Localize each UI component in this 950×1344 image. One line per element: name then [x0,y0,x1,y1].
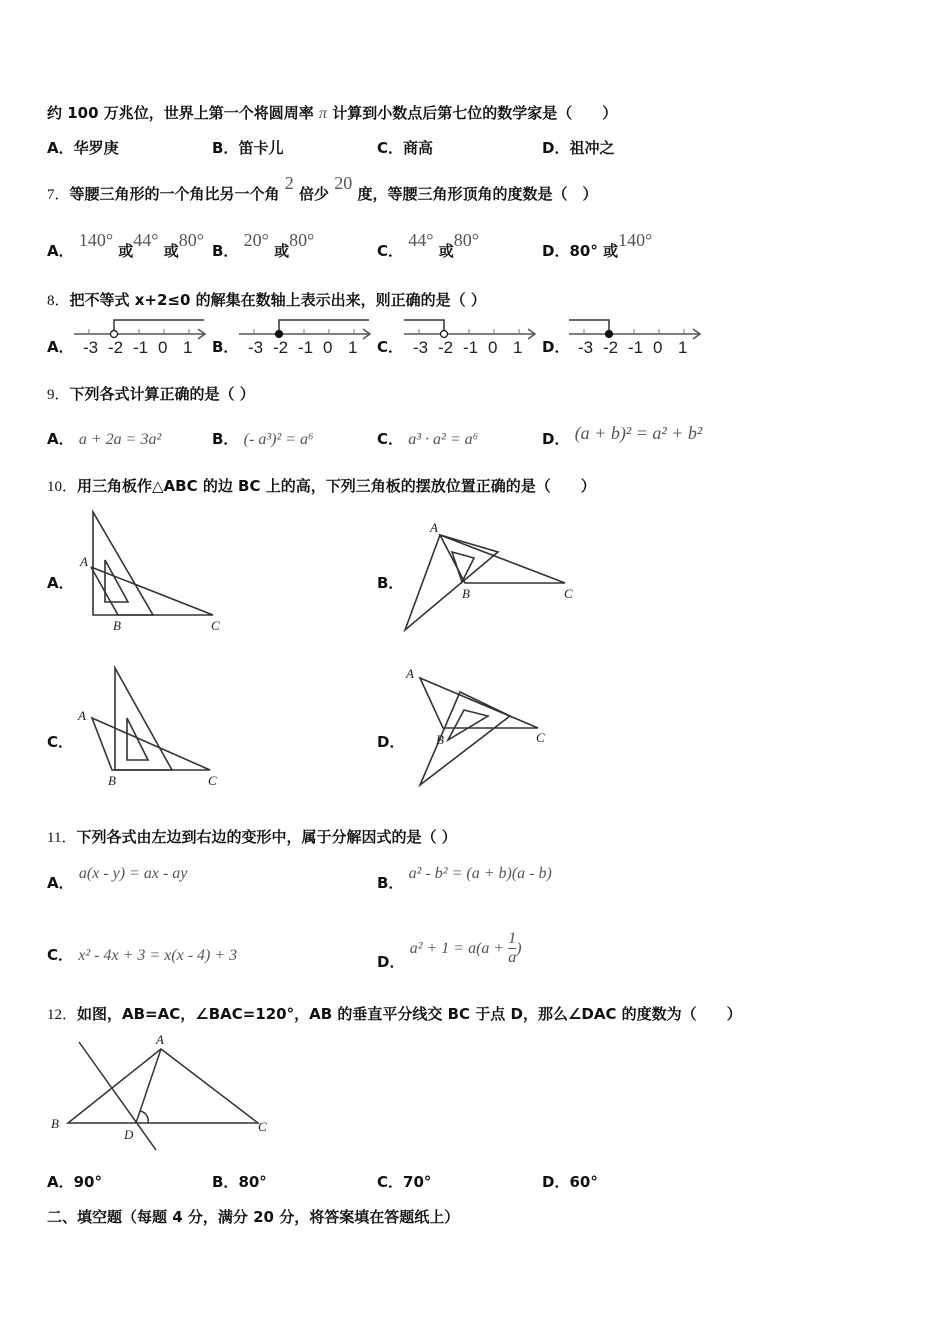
q10-option-d[interactable]: D． [377,733,405,751]
q10-stem: 10．用三角板作△ABC 的边 BC 上的高，下列三角板的摆放位置正确的是（ ） [47,477,596,495]
q7-option-b[interactable]: B． 20° 或80° [212,230,315,260]
q9-option-c[interactable]: C． a³ · a² = a⁶ [377,430,479,448]
option-letter: B． [212,338,239,356]
tick-label: 0 [488,338,498,356]
q7-option-a[interactable]: A． 140° 或44° 或80° [47,230,204,260]
tick-label: -2 [603,338,619,356]
tick-label: -1 [463,338,479,356]
tick-label: -3 [248,338,264,356]
q7-text1: 等腰三角形的一个角比另一个角 [69,185,280,203]
svg-text:B: B [108,773,116,788]
tick-label: -2 [438,338,454,356]
q8-stem: 8．把不等式 x+2≤0 的解集在数轴上表示出来，则正确的是（ ） [47,291,486,309]
q11-option-b[interactable]: B． a² - b² = (a + b)(a - b) [377,865,552,892]
pi-symbol: π [319,105,328,122]
q6-option-c[interactable]: C．商高 [377,139,434,157]
q7-number: 7． [47,187,70,203]
q7-text2: 倍少 [299,185,330,203]
tick-label: 1 [678,338,688,356]
option-letter: C． [377,338,404,356]
tick-label: -3 [578,338,594,356]
q7-value1: 2 [284,173,294,193]
q11-stem: 11．下列各式由左边到右边的变形中，属于分解因式的是（ ） [47,828,457,846]
tick-label: -1 [628,338,644,356]
svg-text:C: C [208,773,217,788]
svg-text:B: B [113,618,121,633]
q9-option-d[interactable]: D． (a + b)² = a² + b² [542,423,703,448]
svg-text:B: B [51,1116,59,1131]
q7-option-c[interactable]: C． 44° 或80° [377,230,479,260]
q11-option-a[interactable]: A． a(x - y) = ax - ay [47,865,188,892]
tick-label: 0 [653,338,663,356]
svg-text:A: A [80,554,88,569]
q10-option-c[interactable]: C． [47,733,74,751]
svg-text:C: C [536,730,545,745]
q9-option-b[interactable]: B． (- a³)² = a⁶ [212,430,314,448]
tick-label: -3 [83,338,99,356]
q10-option-b[interactable]: B． [377,574,404,592]
tick-label: 0 [158,338,168,356]
q12-option-d[interactable]: D．60° [542,1173,598,1191]
tick-label: -1 [133,338,149,356]
tick-label: 1 [183,338,193,356]
q12-option-a[interactable]: A．90° [47,1173,102,1191]
q6-stem-text2: 计算到小数点后第七位的数学家是（ ） [332,104,618,122]
q12-option-c[interactable]: C．70° [377,1173,432,1191]
q6-option-a[interactable]: A．华罗庚 [47,139,119,157]
q12-stem: 12．如图，AB=AC，∠BAC=120°，AB 的垂直平分线交 BC 于点 D，那么∠DAC 的度数为（ ） [47,1005,742,1023]
svg-text:B: B [462,586,470,601]
q7-text3: 度，等腰三角形顶角的度数是（ ） [357,185,598,203]
option-letter: D． [542,338,570,356]
tick-label: -2 [108,338,124,356]
q9-option-a[interactable]: A． a + 2a = 3a² [47,430,162,448]
q11-option-d[interactable]: D． a² + 1 = a(a + $\frac{1}{a}$ ) [377,930,522,971]
section-2-heading: 二、填空题（每题 4 分，满分 20 分，将答案填在答题纸上） [47,1208,460,1226]
q6-stem-text: 约 100 万兆位，世界上第一个将圆周率 [47,104,314,122]
q11-option-c[interactable]: C． x² - 4x + 3 = x(x - 4) + 3 [47,946,238,964]
tick-label: -3 [413,338,429,356]
tick-label: -2 [273,338,289,356]
svg-text:A: A [78,708,86,723]
svg-text:B: B [436,732,444,747]
q12-option-b[interactable]: B．80° [212,1173,267,1191]
svg-text:A: A [430,520,438,535]
svg-text:A: A [406,666,414,681]
svg-text:C: C [258,1119,267,1134]
q6-option-b[interactable]: B．笛卡儿 [212,139,284,157]
svg-text:A: A [156,1032,164,1047]
tick-label: 1 [348,338,358,356]
q10-option-a[interactable]: A． [47,574,74,592]
svg-text:C: C [564,586,573,601]
svg-text:C: C [211,618,220,633]
fraction: $\frac{1}{a}$ [508,930,517,966]
tick-label: 0 [323,338,333,356]
svg-text:D: D [124,1127,134,1142]
tick-label: -1 [298,338,314,356]
tick-label: 1 [513,338,523,356]
option-letter: A． [47,338,74,356]
q7-value2: 20 [334,173,353,193]
q6-option-d[interactable]: D．祖冲之 [542,139,615,157]
q9-stem: 9．下列各式计算正确的是（ ） [47,385,255,403]
q7-option-d[interactable]: D．80° 或140° [542,230,653,260]
